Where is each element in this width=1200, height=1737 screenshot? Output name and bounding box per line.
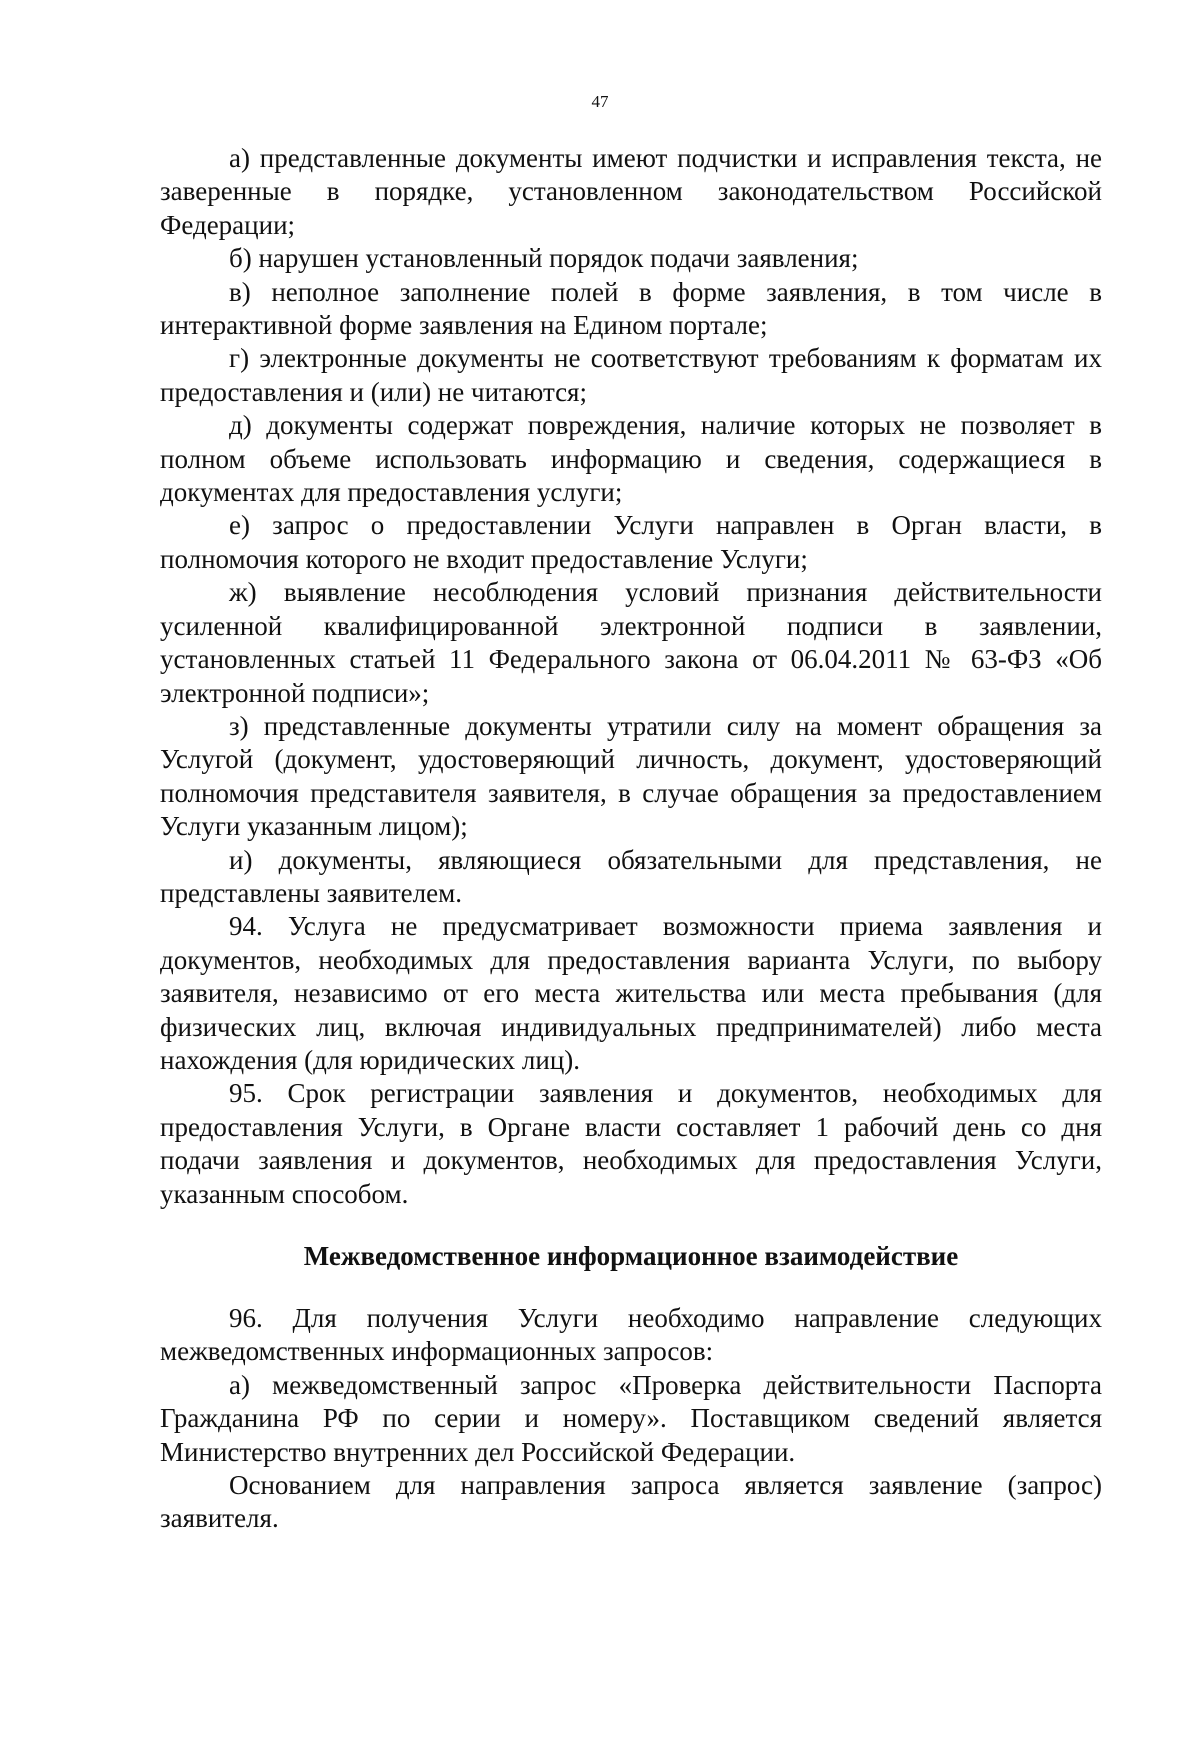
paragraph-94: 94. Услуга не предусматривает возможности приема заявления и документов, необходимых для предоставления варианта Услуги, по выбору заявителя, независимо от его места жительства или места пребывания (для физических лиц, включая индивидуальных предпринимателей) либо места нахождения (для юридических лиц). [160, 911, 1102, 1075]
paragraph-96: 96. Для получения Услуги необходимо направление следующих межведомственных информационных запросов: [160, 1303, 1102, 1367]
paragraph-item-z: з) представленные документы утратили силу на момент обращения за Услугой (документ, удостоверяющий личность, документ, удостоверяющий полномочия представителя заявителя, в случае обращения за предоставлением Услуги указанным лицом); [160, 710, 1102, 842]
section-heading: Межведомственное информационное взаимодействие [303, 1241, 959, 1271]
paragraph-item-a: а) представленные документы имеют подчистки и исправления текста, не заверенные в порядке, установленном законодательством Российской Федерации; [160, 143, 1102, 240]
paragraph-item-b: б) нарушен установленный порядок подачи заявления; [229, 243, 859, 274]
paragraph-item-zh: ж) выявление несоблюдения условий признания действительности усиленной квалифицированной электронной подписи в заявлении, установленных статьей 11 Федерального закона от 06.04.2011 № 63-ФЗ «Об электронной подписи»; [160, 577, 1102, 708]
paragraph-95: 95. Срок регистрации заявления и документов, необходимых для предоставления Услуги, в Органе власти составляет 1 рабочий день со дня подачи заявления и документов, необходимых для предоставления Услуги, указанным способом. [160, 1078, 1102, 1209]
page-number: 47 [591, 92, 609, 111]
paragraph-request-basis: Основанием для направления запроса является заявление (запрос) заявителя. [160, 1470, 1102, 1534]
paragraph-item-g: г) электронные документы не соответствуют требованиям к форматам их предоставления и (или) не читаются; [160, 343, 1102, 407]
paragraph-item-d: д) документы содержат повреждения, наличие которых не позволяет в полном объеме использовать информацию и сведения, содержащиеся в документах для предоставления услуги; [160, 410, 1102, 508]
paragraph-item-v: в) неполное заполнение полей в форме заявления, в том числе в интерактивной форме заявления на Едином портале; [160, 276, 1102, 341]
document-body [160, 142, 1102, 1536]
paragraph-item-i: и) документы, являющиеся обязательными для представления, не представлены заявителем. [160, 844, 1102, 908]
paragraph-96-item-a: а) межведомственный запрос «Проверка действительности Паспорта Гражданина РФ по серии и номеру». Поставщиком сведений является Министерство внутренних дел Российской Федерации. [160, 1369, 1102, 1467]
paragraph-item-e: е) запрос о предоставлении Услуги направлен в Орган власти, в полномочия которого не входит предоставление Услуги; [160, 510, 1102, 574]
